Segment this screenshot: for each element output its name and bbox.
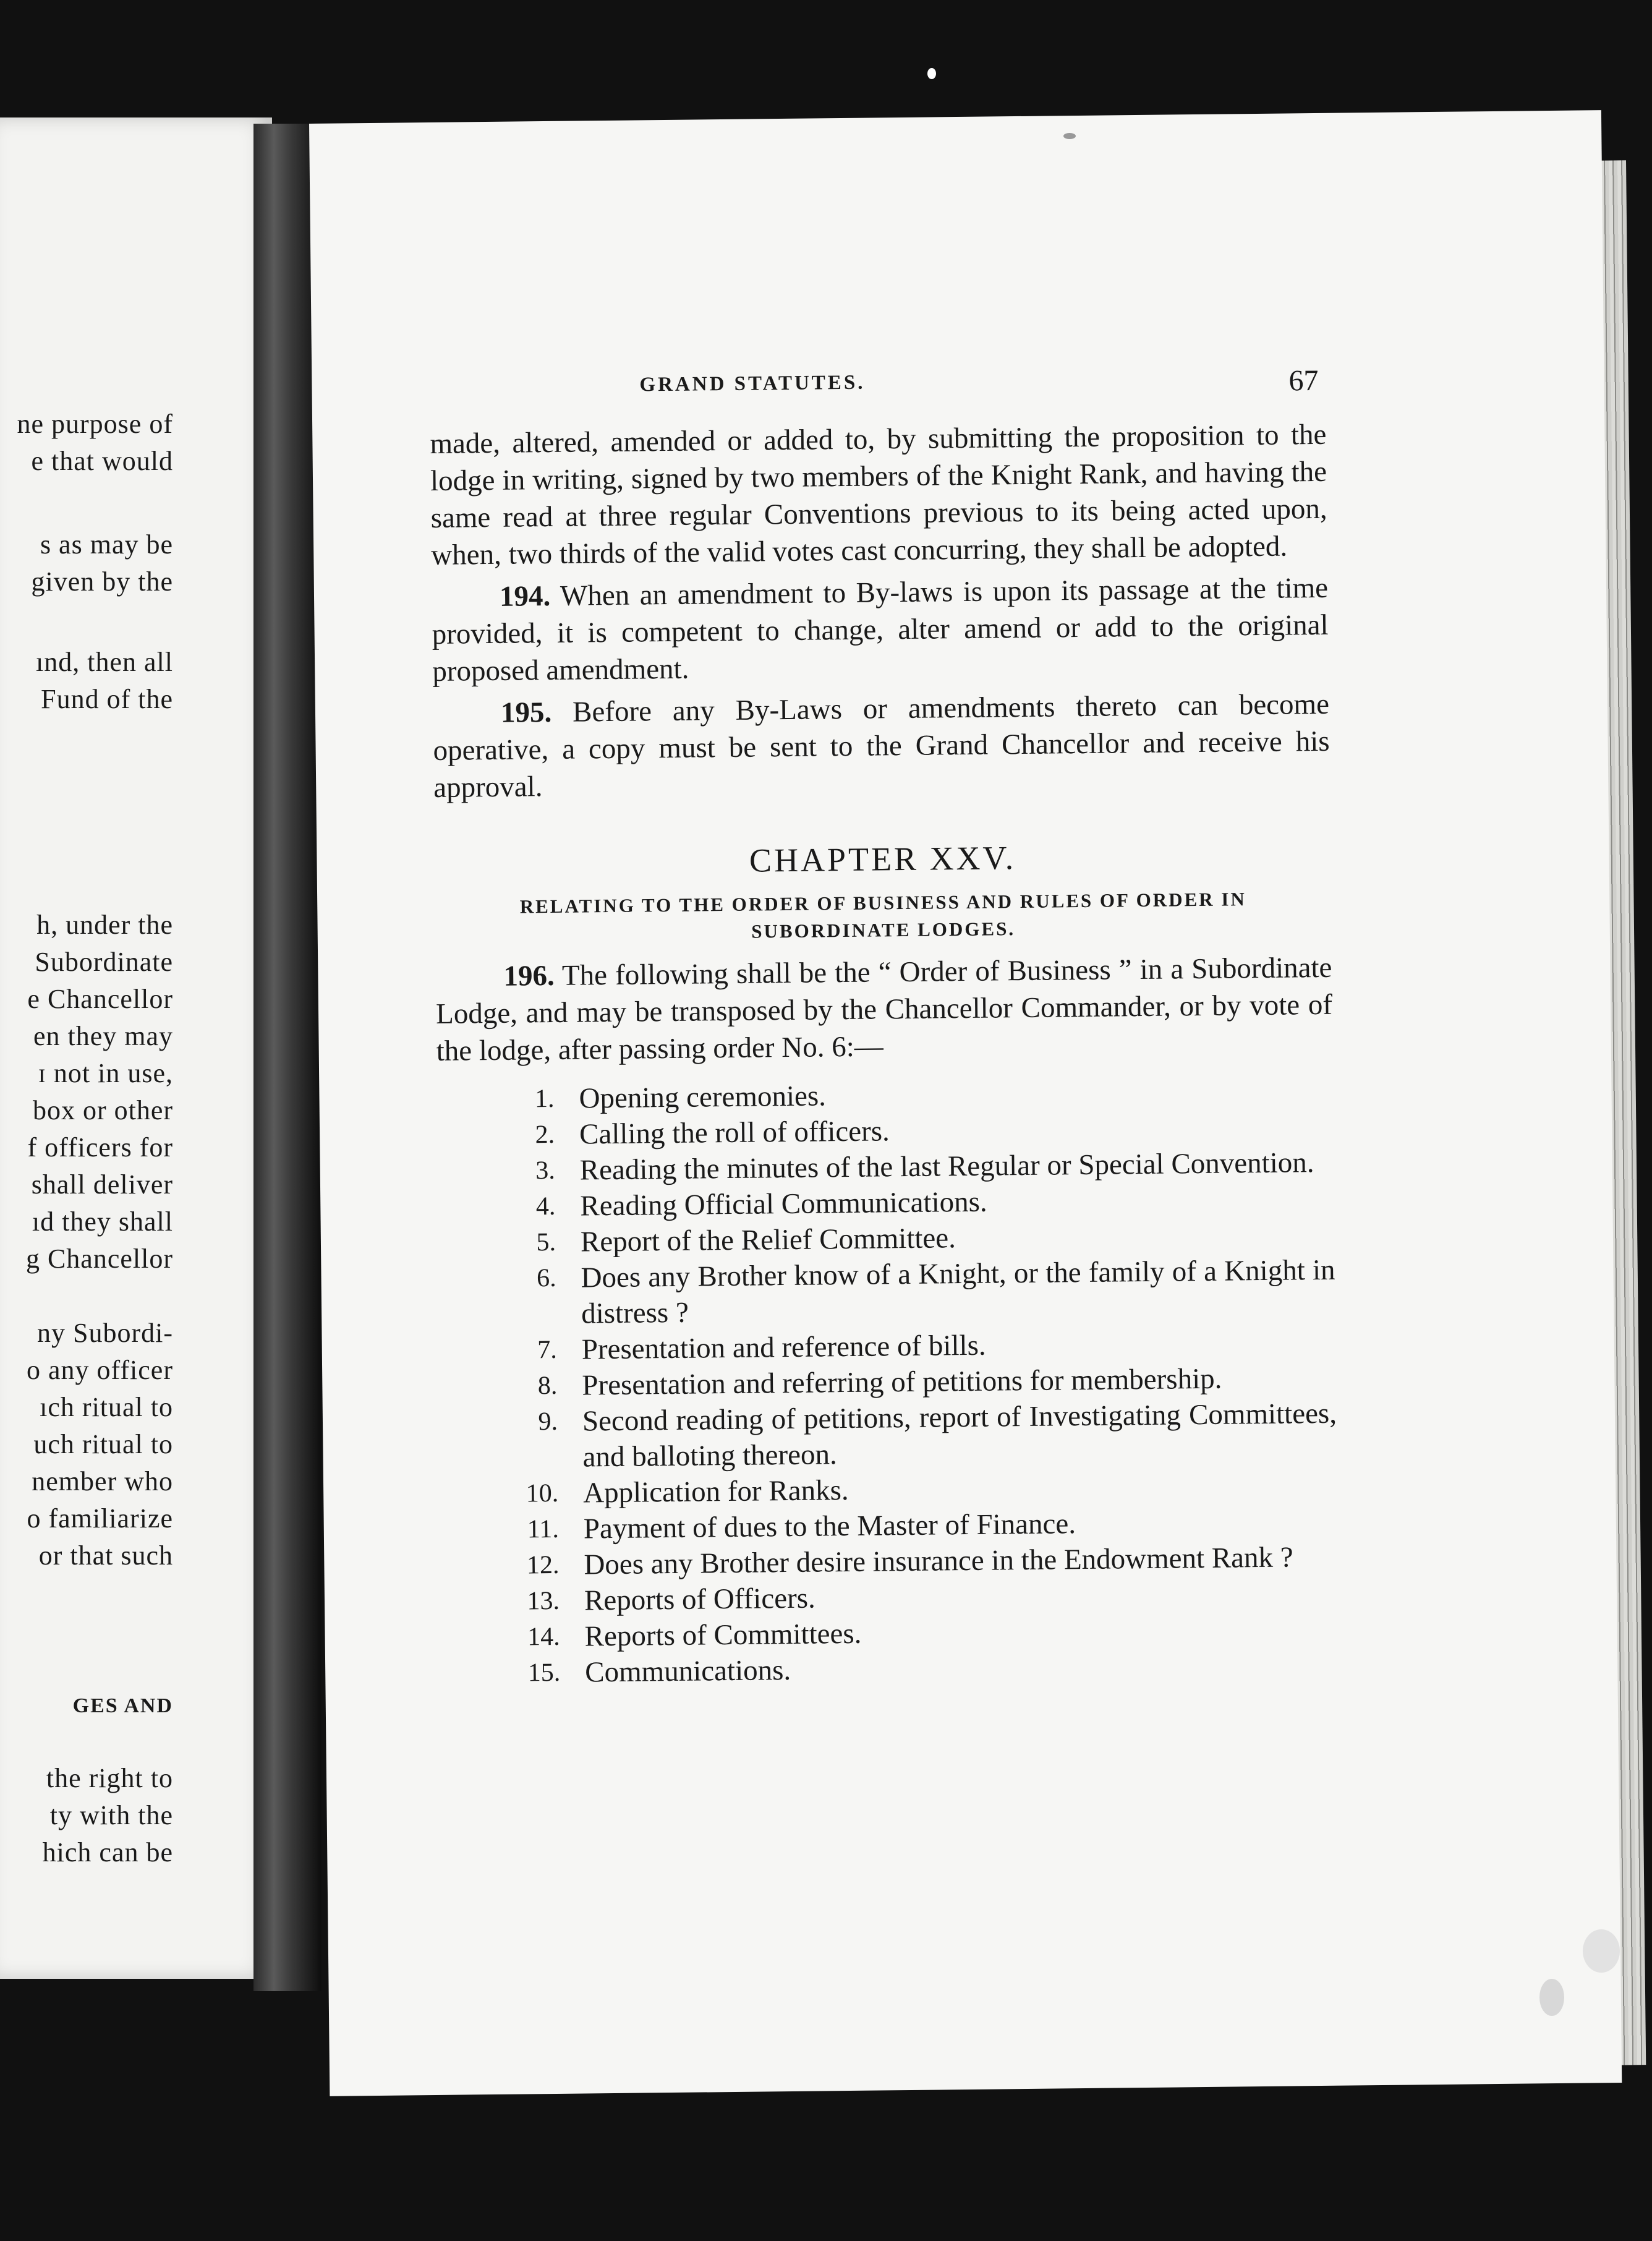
- paragraph-continuation: made, altered, amended or added to, by submitting the proposition to the lodge in writing, signed by two members of the Knight Rank, and having the same read at three regular Conventions previous to its being acted upon, when, two thirds of the valid votes cast concurring, they shall be adopted.: [430, 418, 1327, 571]
- item-text: Opening ceremonies.: [579, 1080, 827, 1115]
- item-number: 15.: [527, 1658, 561, 1688]
- right-page: [309, 110, 1622, 2096]
- dust-speck: [1583, 1929, 1620, 1973]
- item-number: 1.: [534, 1084, 555, 1114]
- item-number: 11.: [527, 1514, 560, 1544]
- left-page-line: the right to: [46, 1763, 173, 1793]
- list-item: [438, 1252, 1335, 1333]
- left-page-line: Subordinate: [35, 947, 173, 977]
- item-number: 13.: [527, 1586, 560, 1616]
- left-page-line: box or other: [32, 1095, 173, 1125]
- item-text: Reports of Officers.: [584, 1582, 816, 1617]
- section-number: 195.: [500, 696, 552, 729]
- item-number: 8.: [537, 1371, 558, 1401]
- item-number: 5.: [536, 1227, 556, 1257]
- item-number: 2.: [535, 1120, 555, 1150]
- item-text: Does any Brother desire insurance in the Endowment Rank ?: [584, 1541, 1293, 1581]
- left-page-line: ınd, then all: [36, 647, 173, 677]
- item-text: Reading the minutes of the last Regular or Special Convention.: [579, 1146, 1314, 1187]
- section-text: When an amendment to By-laws is upon its passage at the time provided, it is competent to change, alter amend or add to the original proposed amendment.: [432, 571, 1329, 688]
- page-number: 67: [1288, 364, 1319, 398]
- section-text: Before any By-Laws or amendments thereto can become operative, a copy must be sent to the Grand Chancellor and receive his approval.: [433, 688, 1330, 804]
- left-page-line: e Chancellor: [27, 984, 173, 1014]
- left-page-line: h, under the: [36, 910, 173, 940]
- section-number: 196.: [503, 959, 555, 992]
- left-page-line: ne purpose of: [17, 409, 173, 439]
- item-text: Calling the roll of officers.: [579, 1115, 890, 1151]
- left-page-line: or that such: [38, 1540, 173, 1571]
- left-page-line: ɪ not in use,: [38, 1058, 173, 1088]
- item-number: 9.: [538, 1407, 558, 1436]
- item-number: 3.: [535, 1156, 555, 1185]
- item-text: Second reading of petitions, report of Investigating Committees, and balloting thereon.: [582, 1397, 1337, 1474]
- book-gutter: [253, 124, 321, 1991]
- left-page-line: f officers for: [27, 1132, 173, 1163]
- section-number: 194.: [499, 579, 551, 613]
- chapter-title: CHAPTER XXV.: [749, 839, 1016, 879]
- list-item: [440, 1396, 1337, 1477]
- item-text: Communications.: [584, 1654, 791, 1689]
- left-page-line: uch ritual to: [33, 1429, 173, 1459]
- item-text: Reading Official Communications.: [580, 1185, 987, 1223]
- item-text: Payment of dues to the Master of Finance.: [583, 1508, 1076, 1545]
- left-page-line: GES AND: [72, 1694, 173, 1717]
- left-page-line: ıch ritual to: [40, 1392, 173, 1422]
- left-page-line: given by the: [31, 566, 173, 597]
- item-number: 10.: [526, 1479, 559, 1508]
- left-page-line: s as may be: [40, 529, 173, 560]
- page-body: [430, 416, 1339, 1692]
- left-page-line: nember who: [32, 1466, 173, 1496]
- running-head: GRAND STATUTES.: [639, 371, 866, 396]
- item-text: Does any Brother know of a Knight, or the family of a Knight in distress ?: [581, 1253, 1335, 1330]
- section-194: [432, 570, 1329, 690]
- item-number: 7.: [537, 1335, 558, 1365]
- left-page-line: ty with the: [49, 1800, 173, 1830]
- item-number: 4.: [535, 1192, 556, 1221]
- dust-speck: [1539, 1979, 1564, 2016]
- left-page-line: g Chancellor: [25, 1244, 173, 1274]
- order-of-business-list: [436, 1073, 1339, 1692]
- dust-speck: [1063, 133, 1076, 139]
- dust-speck: [927, 68, 936, 79]
- left-page-line: e that would: [31, 446, 173, 476]
- left-page-line: en they may: [33, 1021, 173, 1051]
- item-text: Report of the Relief Committee.: [580, 1222, 956, 1258]
- left-page-line: o familiarize: [27, 1503, 173, 1534]
- left-page-line: hich can be: [42, 1837, 173, 1868]
- left-page-line: Fund of the: [41, 684, 173, 714]
- section-196: [435, 949, 1333, 1070]
- item-text: Presentation and reference of bills.: [581, 1329, 986, 1366]
- section-text: The following shall be the “ Order of Business ” in a Subordinate Lodge, and may be transposed by the Chancellor Commander, or by vote of the lodge, after passing order No. 6:—: [435, 951, 1333, 1067]
- left-facing-page: [0, 117, 272, 1979]
- left-page-line: ıd they shall: [32, 1206, 173, 1237]
- item-text: Presentation and referring of petitions for membership.: [582, 1362, 1222, 1402]
- chapter-subtitle: RELATING TO THE ORDER OF BUSINESS AND RULES OF ORDER IN SUBORDINATE LODGES.: [519, 888, 1246, 942]
- section-195: [433, 686, 1331, 806]
- item-text: Reports of Committees.: [584, 1617, 862, 1653]
- left-page-line: ny Subordi-: [37, 1318, 173, 1348]
- item-number: 6.: [536, 1263, 556, 1293]
- item-text: Application for Ranks.: [582, 1474, 849, 1509]
- item-number: 12.: [526, 1550, 560, 1580]
- left-page-line: shall deliver: [31, 1169, 173, 1200]
- left-page-line: o any officer: [27, 1355, 173, 1385]
- item-number: 14.: [527, 1622, 560, 1652]
